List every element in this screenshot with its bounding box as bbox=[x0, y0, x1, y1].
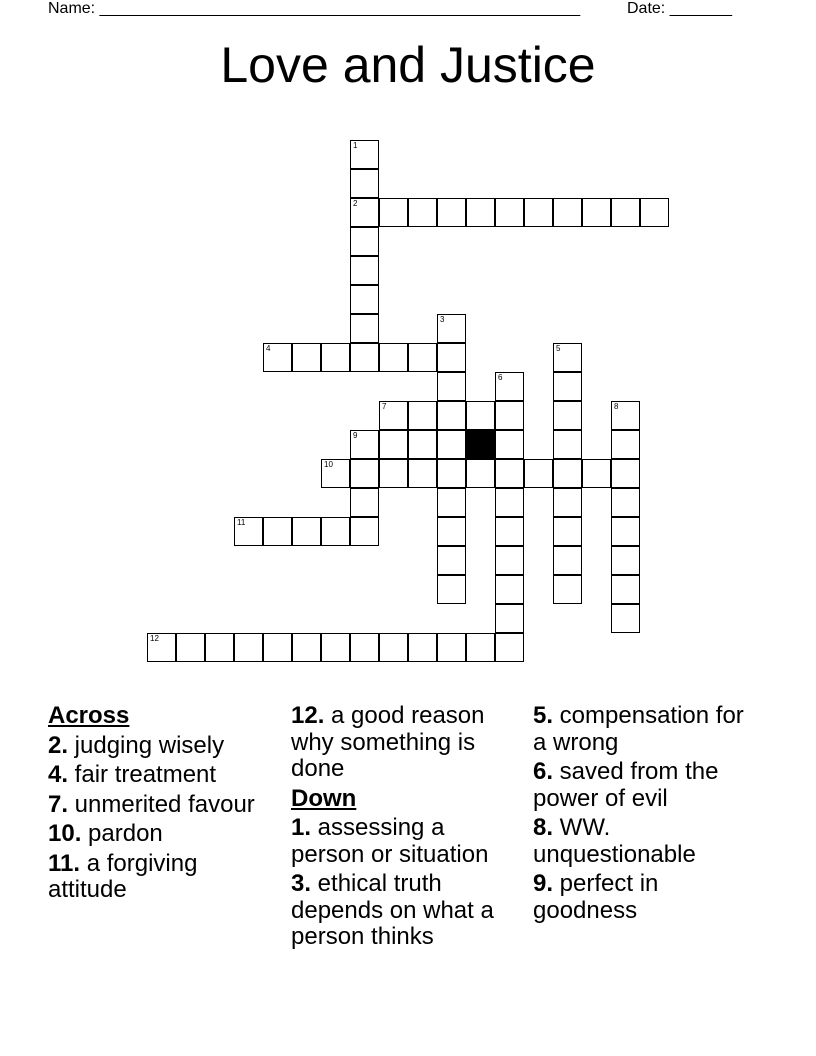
grid-cell[interactable] bbox=[437, 430, 466, 459]
grid-cell[interactable] bbox=[292, 517, 321, 546]
clue-number: 1 bbox=[353, 141, 358, 150]
clue-number: 12 bbox=[150, 634, 159, 643]
grid-cell[interactable] bbox=[408, 633, 437, 662]
grid-cell[interactable] bbox=[437, 546, 466, 575]
grid-cell[interactable] bbox=[263, 343, 292, 372]
grid-cell[interactable] bbox=[408, 198, 437, 227]
grid-cell[interactable] bbox=[582, 459, 611, 488]
grid-cell[interactable] bbox=[437, 633, 466, 662]
grid-cell[interactable] bbox=[553, 488, 582, 517]
grid-cell[interactable] bbox=[350, 314, 379, 343]
clue-number: 7 bbox=[382, 402, 387, 411]
grid-cell[interactable] bbox=[466, 198, 495, 227]
grid-cell[interactable] bbox=[553, 343, 582, 372]
grid-cell[interactable] bbox=[321, 517, 350, 546]
grid-cell[interactable] bbox=[553, 372, 582, 401]
grid-cell[interactable] bbox=[321, 459, 350, 488]
clue-number: 11 bbox=[237, 518, 246, 527]
grid-cell[interactable] bbox=[611, 401, 640, 430]
grid-cell[interactable] bbox=[437, 575, 466, 604]
clue-number: 2 bbox=[353, 199, 358, 208]
grid-cell[interactable] bbox=[611, 459, 640, 488]
grid-cell[interactable] bbox=[350, 169, 379, 198]
grid-cell[interactable] bbox=[234, 517, 263, 546]
grid-cell[interactable] bbox=[553, 575, 582, 604]
clue-number: 3 bbox=[440, 315, 445, 324]
across-clue-2: 2. judging wisely bbox=[48, 731, 225, 759]
grid-cell[interactable] bbox=[553, 546, 582, 575]
grid-cell[interactable] bbox=[321, 343, 350, 372]
grid-cell[interactable] bbox=[495, 488, 524, 517]
grid-cell[interactable] bbox=[147, 633, 176, 662]
grid-cell[interactable] bbox=[524, 198, 553, 227]
puzzle-title: Love and Justice bbox=[220, 37, 596, 93]
grid-cell[interactable] bbox=[350, 256, 379, 285]
clues-column-3 bbox=[533, 703, 753, 927]
clue-number: 6 bbox=[498, 373, 503, 382]
grid-cell[interactable] bbox=[553, 198, 582, 227]
across-clue-7: 7. unmerited favour bbox=[48, 790, 255, 818]
grid-cell[interactable] bbox=[379, 343, 408, 372]
clue-number: 4 bbox=[266, 344, 271, 353]
across-clue-10: 10. pardon bbox=[48, 820, 163, 847]
grid-cell[interactable] bbox=[350, 285, 379, 314]
black-square bbox=[466, 430, 495, 459]
down-clue-9: 9. perfect in goodness bbox=[533, 870, 659, 924]
down-clue-5: 5. compensation for a wrong bbox=[533, 702, 744, 756]
grid-cell[interactable] bbox=[553, 401, 582, 430]
grid-cell[interactable] bbox=[495, 575, 524, 604]
across-clue-11: 11. a forgiving attitude bbox=[48, 849, 198, 903]
grid-cell[interactable] bbox=[437, 314, 466, 343]
grid-cell[interactable] bbox=[379, 401, 408, 430]
grid-cell[interactable] bbox=[495, 401, 524, 430]
grid-cell[interactable] bbox=[350, 633, 379, 662]
grid-cell[interactable] bbox=[408, 459, 437, 488]
grid-cell[interactable] bbox=[321, 633, 350, 662]
grid-cell[interactable] bbox=[611, 198, 640, 227]
down-clue-1: 1. assessing a person or situation bbox=[291, 814, 489, 868]
grid-cell[interactable] bbox=[437, 343, 466, 372]
clue-number: 10 bbox=[324, 460, 333, 469]
grid-cell[interactable] bbox=[205, 633, 234, 662]
grid-cell[interactable] bbox=[350, 343, 379, 372]
grid-cell[interactable] bbox=[437, 372, 466, 401]
down-heading: Down bbox=[291, 784, 357, 812]
grid-cell[interactable] bbox=[350, 198, 379, 227]
across-clue-12: 12. a good reason why something is done bbox=[291, 702, 485, 782]
across-heading: Across bbox=[48, 702, 130, 729]
clue-number: 8 bbox=[614, 402, 619, 411]
grid-cell[interactable] bbox=[495, 517, 524, 546]
grid-cell[interactable] bbox=[176, 633, 205, 662]
down-clue-3: 3. ethical truth depends on what a person thinks bbox=[291, 870, 494, 950]
grid-cell[interactable] bbox=[350, 459, 379, 488]
grid-cell[interactable] bbox=[408, 401, 437, 430]
grid-cell[interactable] bbox=[495, 459, 524, 488]
grid-cell[interactable] bbox=[263, 633, 292, 662]
down-clue-6: 6. saved from the power of evil bbox=[533, 758, 719, 812]
grid-cell[interactable] bbox=[611, 488, 640, 517]
grid-cell[interactable] bbox=[466, 459, 495, 488]
grid-cell[interactable] bbox=[611, 517, 640, 546]
grid-cell[interactable] bbox=[553, 459, 582, 488]
grid-cell[interactable] bbox=[495, 546, 524, 575]
grid-cell[interactable] bbox=[350, 227, 379, 256]
grid-cell[interactable] bbox=[553, 517, 582, 546]
grid-cell[interactable] bbox=[495, 430, 524, 459]
grid-cell[interactable] bbox=[495, 198, 524, 227]
grid-cell[interactable] bbox=[379, 633, 408, 662]
grid-cell[interactable] bbox=[379, 430, 408, 459]
clues-column-2 bbox=[291, 703, 523, 954]
grid-cell[interactable] bbox=[437, 401, 466, 430]
grid-cell[interactable] bbox=[495, 633, 524, 662]
grid-cell[interactable] bbox=[437, 517, 466, 546]
grid-cell[interactable] bbox=[495, 604, 524, 633]
grid-cell[interactable] bbox=[466, 633, 495, 662]
date-field: Date: _______ bbox=[627, 0, 732, 17]
clue-number: 9 bbox=[353, 431, 358, 440]
grid-cell[interactable] bbox=[640, 198, 669, 227]
grid-cell[interactable] bbox=[379, 459, 408, 488]
grid-cell[interactable] bbox=[582, 198, 611, 227]
grid-cell[interactable] bbox=[292, 633, 321, 662]
grid-cell[interactable] bbox=[408, 343, 437, 372]
grid-cell[interactable] bbox=[611, 604, 640, 633]
name-field: Name: ______________________________________________________ bbox=[48, 0, 581, 17]
grid-cell[interactable] bbox=[350, 430, 379, 459]
grid-cell[interactable] bbox=[611, 546, 640, 575]
grid-cell[interactable] bbox=[408, 430, 437, 459]
grid-cell[interactable] bbox=[611, 430, 640, 459]
grid-cell[interactable] bbox=[437, 198, 466, 227]
grid-cell[interactable] bbox=[234, 633, 263, 662]
grid-cell[interactable] bbox=[495, 372, 524, 401]
grid-cell[interactable] bbox=[350, 517, 379, 546]
clues-column-1 bbox=[48, 703, 278, 907]
grid-cell[interactable] bbox=[466, 401, 495, 430]
grid-cell[interactable] bbox=[350, 140, 379, 169]
across-clue-4: 4. fair treatment bbox=[48, 761, 217, 788]
grid-cell[interactable] bbox=[611, 575, 640, 604]
grid-cell[interactable] bbox=[292, 343, 321, 372]
grid-cell[interactable] bbox=[524, 459, 553, 488]
grid-cell[interactable] bbox=[263, 517, 292, 546]
grid-cell[interactable] bbox=[379, 198, 408, 227]
down-clue-8: 8. WW. unquestionable bbox=[533, 814, 696, 868]
grid-cell[interactable] bbox=[437, 488, 466, 517]
grid-cell[interactable] bbox=[350, 488, 379, 517]
clue-number: 5 bbox=[556, 344, 561, 353]
grid-cell[interactable] bbox=[553, 430, 582, 459]
grid-cell[interactable] bbox=[437, 459, 466, 488]
